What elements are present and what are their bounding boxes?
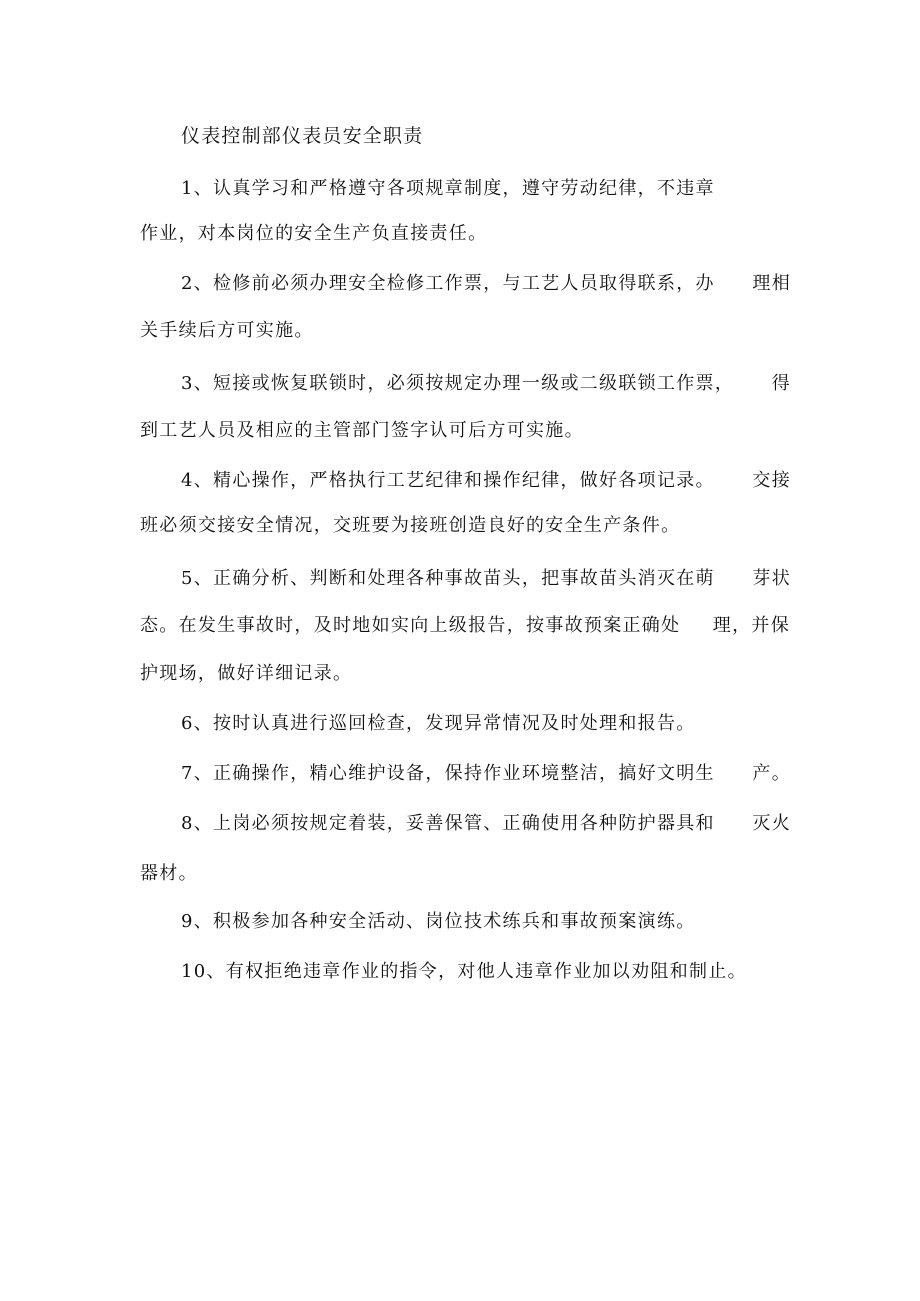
item-1-line-2: 作业，对本岗位的安全生产负直接责任。 <box>140 223 488 244</box>
item-2-line-1 <box>181 270 791 298</box>
item-7-line-1 <box>181 760 791 788</box>
item-5-line-1-main: 5、正确分析、判断和处理各种事故苗头，把事故苗头消灭在萌 <box>181 568 715 589</box>
item-6-line-1: 6、按时认真进行巡回检查，发现异常情况及时处理和报告。 <box>181 713 696 734</box>
item-4-line-2: 班必须交接安全情况，交班要为接班创造良好的安全生产条件。 <box>140 515 681 536</box>
item-2-line-1-tail: 理相 <box>752 273 791 294</box>
item-5-line-2-main: 态。在发生事故时，及时地如实向上级报告，按事故预案正确处 <box>140 615 681 636</box>
item-1-line-1: 1、认真学习和严格遵守各项规章制度，遵守劳动纪律，不违章 <box>181 178 715 199</box>
item-7-line-1-tail: 产。 <box>752 763 791 784</box>
item-2-line-2: 关手续后方可实施。 <box>140 320 314 341</box>
item-8-line-1-tail: 灭火 <box>752 813 791 834</box>
item-10-line-1: 10、有权拒绝违章作业的指令，对他人违章作业加以劝阻和制止。 <box>181 961 747 982</box>
item-4-line-1 <box>181 467 791 495</box>
item-4-line-1-main: 4、精心操作，严格执行工艺纪律和操作纪律，做好各项记录。 <box>181 470 715 491</box>
item-5-line-2 <box>140 612 790 640</box>
item-4-line-1-tail: 交接 <box>752 470 791 491</box>
item-5-line-1-tail: 芽状 <box>752 568 791 589</box>
document-title: 仪表控制部仪表员安全职责 <box>181 125 424 147</box>
item-2-line-1-main: 2、检修前必须办理安全检修工作票，与工艺人员取得联系，办 <box>181 273 715 294</box>
item-3-line-1-main: 3、短接或恢复联锁时，必须按规定办理一级或二级联锁工作票， <box>181 373 735 394</box>
item-9-line-1: 9、积极参加各种安全活动、岗位技术练兵和事故预案演练。 <box>181 911 696 932</box>
item-3-line-1 <box>181 370 791 398</box>
item-3-line-1-tail: 得 <box>771 373 791 394</box>
item-5-line-1 <box>181 565 791 593</box>
item-3-line-2: 到工艺人员及相应的主管部门签字认可后方可实施。 <box>140 420 584 441</box>
item-8-line-1-main: 8、上岗必须按规定着装，妥善保管、正确使用各种防护器具和 <box>181 813 715 834</box>
item-5-line-2-tail: 理，并保 <box>712 615 790 636</box>
item-8-line-1 <box>181 810 791 838</box>
item-5-line-3: 护现场，做好详细记录。 <box>140 663 353 684</box>
item-7-line-1-main: 7、正确操作，精心维护设备，保持作业环境整洁，搞好文明生 <box>181 763 715 784</box>
item-8-line-2: 器材。 <box>140 863 198 884</box>
